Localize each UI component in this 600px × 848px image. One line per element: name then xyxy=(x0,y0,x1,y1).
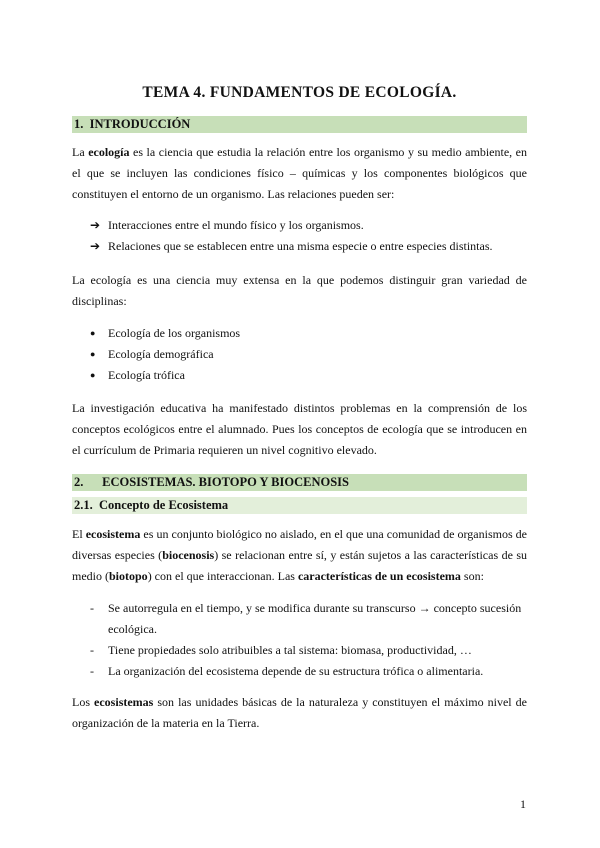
paragraph-ecosistemas-unidades xyxy=(72,692,527,734)
page-title: TEMA 4. FUNDAMENTOS DE ECOLOGÍA. xyxy=(142,84,457,101)
section-label: ECOSISTEMAS. BIOTOPO Y BIOCENOSIS xyxy=(102,475,349,489)
list-item-text: La organización del ecosistema depende de su estructura trófica o alimentaria. xyxy=(108,664,484,678)
bullet-icon: ● xyxy=(90,328,96,338)
list-item xyxy=(72,661,527,682)
arrow-list xyxy=(72,215,527,257)
list-item xyxy=(72,640,527,661)
dash-marker: - xyxy=(90,643,94,657)
text-run: Los xyxy=(72,695,95,709)
bullet-icon: ● xyxy=(90,370,96,380)
subsection-number: 2.1. xyxy=(74,498,93,512)
text-run: son las unidades básicas de la naturaleza y constituyen el máximo nivel de organización de la materia en la Tierra. xyxy=(72,695,527,730)
arrow-icon: ➔ xyxy=(90,239,101,253)
section-label: INTRODUCCIÓN xyxy=(89,117,191,131)
list-item-text: Se autorregula en el tiempo, y se modifica durante su transcurso → concepto sucesión ecológica. xyxy=(108,601,522,636)
section-number: 1. xyxy=(74,117,84,131)
text-run: es un conjunto biológico no aislado, en el que una comunidad de organismos de diversas especies ( xyxy=(72,527,527,562)
bold-term: ecología xyxy=(88,145,130,159)
text-run: son: xyxy=(460,569,484,583)
bullet-list xyxy=(72,323,527,386)
list-item xyxy=(72,365,527,386)
dash-list xyxy=(72,598,527,682)
list-item-text: Relaciones que se establecen entre una misma especie o entre especies distintas. xyxy=(108,239,493,253)
list-item-text: Ecología de los organismos xyxy=(108,326,241,340)
arrow-icon: ➔ xyxy=(90,218,101,232)
list-item xyxy=(72,344,527,365)
paragraph-ecosistema-definition xyxy=(72,524,527,587)
dash-marker: - xyxy=(90,664,94,678)
text-run: ) se relacionan entre sí, y están sujetos a las características de su medio ( xyxy=(72,548,528,583)
bold-term: ecosistema xyxy=(85,527,141,541)
section-number: 2. xyxy=(74,475,84,489)
section-heading-ecosistemas xyxy=(72,474,527,491)
paragraph-ecologia-definition xyxy=(72,142,527,205)
bold-term: biocenosis xyxy=(162,548,215,562)
list-item xyxy=(72,323,527,344)
list-item-text: Ecología demográfica xyxy=(108,347,214,361)
list-item-text: Interacciones entre el mundo físico y los organismos. xyxy=(108,218,364,232)
text-run: es la ciencia que estudia la relación entre los organismo y su medio ambiente, en el que se incluyen las condiciones físico – químicas y los componentes biológicos que constituyen el entorno de un organismo. Las relaciones pueden ser: xyxy=(72,145,528,201)
list-item xyxy=(72,236,527,257)
section-heading-introduccion xyxy=(72,116,527,133)
text-run: El xyxy=(72,527,86,541)
bold-term: ecosistemas xyxy=(94,695,154,709)
list-item-text: Tiene propiedades solo atribuibles a tal sistema: biomasa, productividad, … xyxy=(108,643,472,657)
list-item xyxy=(72,215,527,236)
paragraph-investigacion: La investigación educativa ha manifestado distintos problemas en la comprensión de los conceptos ecológicos entre el alumnado. Pues los conceptos de ecología que se introducen en el currículum de Primaria requieren un nivel cognitivo elevado. xyxy=(72,401,527,457)
paragraph-disciplinas: La ecología es una ciencia muy extensa en la que podemos distinguir gran variedad de disciplinas: xyxy=(72,273,527,308)
page-number: 1 xyxy=(520,797,526,811)
text-run: ) con el que interaccionan. Las xyxy=(147,569,298,583)
subsection-label: Concepto de Ecosistema xyxy=(99,498,229,512)
text-run: La xyxy=(72,145,89,159)
list-item xyxy=(72,598,527,640)
bullet-icon: ● xyxy=(90,349,96,359)
subsection-heading-concepto xyxy=(72,497,527,514)
bold-term: biotopo xyxy=(109,569,148,583)
bold-term: características de un ecosistema xyxy=(297,569,461,583)
dash-marker: - xyxy=(90,601,94,615)
list-item-text: Ecología trófica xyxy=(108,368,185,382)
